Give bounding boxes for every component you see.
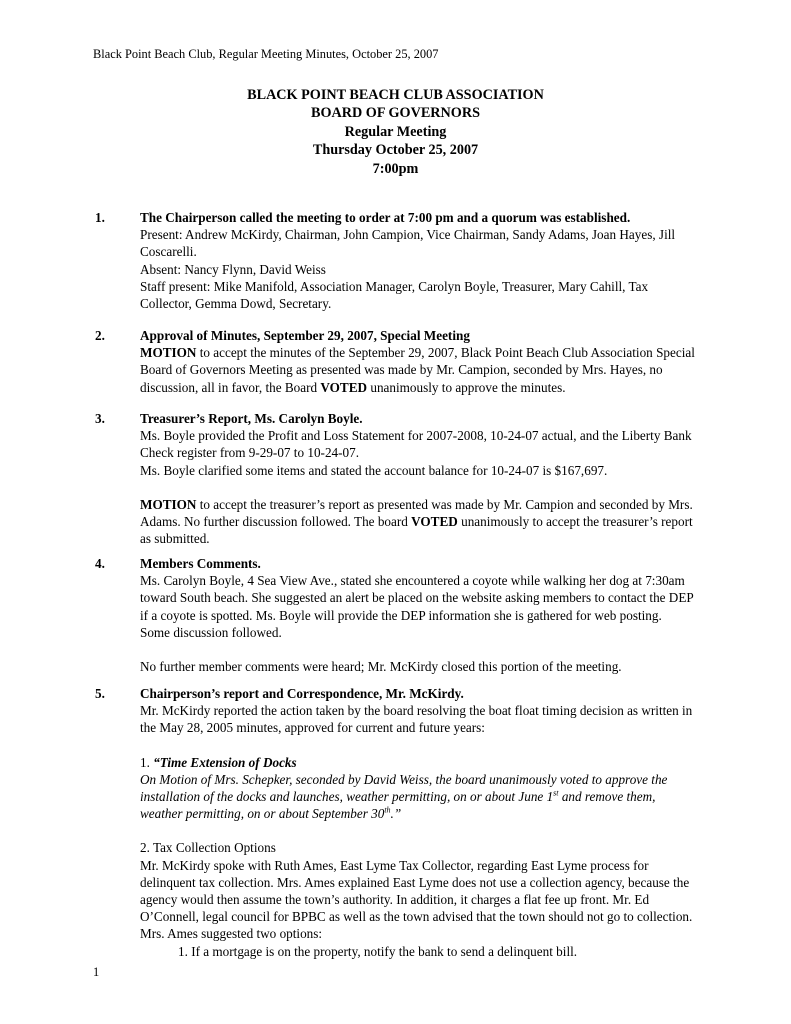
title-block [0,86,791,178]
title-line-time: 7:00pm [372,160,419,177]
section-heading: The Chairperson called the meeting to order at 7:00 pm and a quorum was established. [140,210,631,225]
title-line-board: BOARD OF GOVERNORS [311,105,480,122]
voted-label: VOTED [320,379,368,395]
report-intro: Mr. McKirdy reported the action taken by the board resolving the boat float timing decision as written in the May 28, 2005 minutes, approved for current and future years: [140,703,693,736]
member-comment: Ms. Carolyn Boyle, 4 Sea View Ave., stated she encountered a coyote while walking her dog at 7:30am toward South beach. She suggested an alert be placed on the website asking members to contact the DEP if a coyote is spotted. Ms. Boyle will provide the DEP information she is gathered for web posting. Some discussion followed. [140,573,694,640]
motion-text: to accept the treasurer’s report as presented was made by Mr. Campion and seconded by Mrs. Adams. No further discussion followed. The board [140,496,693,530]
title-line-date: Thursday October 25, 2007 [312,142,479,159]
quote-text: On Motion of Mrs. Schepker, seconded by David Weiss, the board unanimously voted to approve the installation of the docks and launches, weather permitting, on or about June 1 [140,771,668,805]
tax-collection-text: Mr. McKirdy spoke with Ruth Ames, East Lyme Tax Collector, regarding East Lyme process for delinquent tax collection. Mrs. Ames explained East Lyme does not use a collection agency, because the agency would then assume the town’s authority. In addition, it charges a flat fee up front. Mr. Ed O’Connell, legal council for BPBC as well as the town advised that the town should not go to collection. Mrs. Ames suggested two options: [140,857,693,942]
superscript: th [384,805,391,815]
quote-text: and remove them, weather permitting, on or about September 30 [140,789,656,822]
motion-text-end: unanimously to approve the minutes. [367,379,566,395]
superscript: st [553,788,559,798]
section-4 [95,555,695,675]
section-1 [95,209,695,312]
account-balance: Ms. Boyle clarified some items and stated the account balance for 10-24-07 is $167,697. [140,462,608,478]
section-number: 1. [95,210,105,225]
section-5 [95,685,695,960]
item-title: “Time Extension of Docks [153,754,297,770]
page-number: 1 [93,965,100,979]
staff-list: Staff present: Mike Manifold, Association Manager, Carolyn Boyle, Treasurer, Mary Cahill, Tax Collector, Gemma Dowd, Secretary. [140,278,649,312]
motion-text-end: unanimously to accept the treasurer’s report as submitted. [140,514,693,547]
section-heading: Approval of Minutes, September 29, 2007, Special Meeting [140,328,470,343]
section-heading: Members Comments. [140,556,261,571]
section-3 [95,410,695,547]
motion-label: MOTION [140,496,197,512]
option-item: 1. If a mortgage is on the property, notify the bank to send a delinquent bill. [178,943,578,959]
closing-note: No further member comments were heard; Mr. McKirdy closed this portion of the meeting. [140,659,622,675]
section-number: 2. [95,328,105,343]
treasurer-statement: Ms. Boyle provided the Profit and Loss Statement for 2007-2008, 10-24-07 actual, and the Liberty Bank Check register from 9-29-07 to 10-24-07. [140,428,692,461]
section-2 [95,327,695,396]
section-number: 3. [95,411,105,426]
motion-text: to accept the minutes of the September 29, 2007, Black Point Beach Club Association Special Board of Governors Meeting as presented was made by Mr. Campion, seconded by Mrs. Hayes, no discussion, all in favor, the Board [140,345,695,395]
motion-label: MOTION [140,345,197,361]
title-line-meeting-type: Regular Meeting [344,123,447,140]
running-header: Black Point Beach Club, Regular Meeting Minutes, October 25, 2007 [93,47,439,61]
section-heading: Treasurer’s Report, Ms. Carolyn Boyle. [140,411,363,426]
present-list: Present: Andrew McKirdy, Chairman, John Campion, Vice Chairman, Sandy Adams, Joan Hayes, Jill Coscarelli. [140,227,676,260]
section-number: 5. [95,686,105,701]
title-line-association: BLACK POINT BEACH CLUB ASSOCIATION [247,87,544,103]
tax-collection-title: 2. Tax Collection Options [140,840,276,856]
docks-motion-quote [140,771,695,823]
motion-paragraph [140,344,695,396]
absent-list: Absent: Nancy Flynn, David Weiss [140,261,326,277]
section-number: 4. [95,556,105,571]
motion-paragraph [140,496,695,548]
item-number: 1. [140,754,154,770]
docks-item-title [140,754,695,771]
section-heading: Chairperson’s report and Correspondence, Mr. McKirdy. [140,686,464,701]
voted-label: VOTED [411,514,458,530]
quote-text: .” [390,806,402,822]
